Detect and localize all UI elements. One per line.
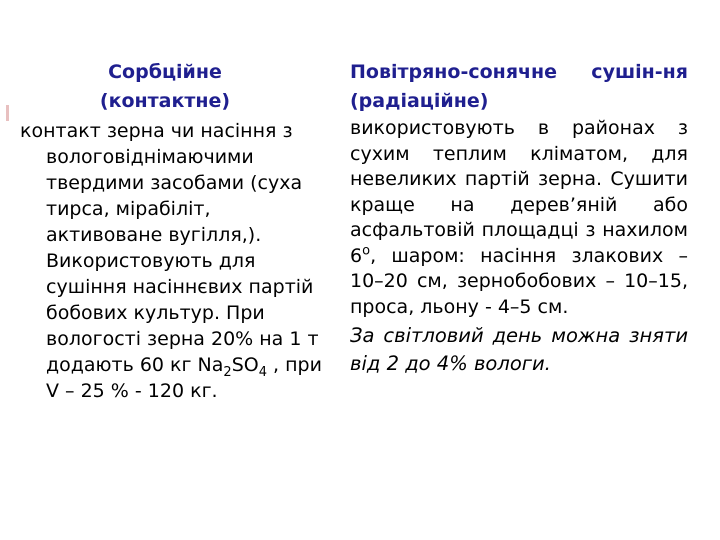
left-heading — [20, 58, 330, 116]
right-text-b: , шаром: насіння злакових – 10–20 см, зернобобових – 10–15, проса, льону - 4–5 см. — [350, 244, 688, 318]
subscript-4: 4 — [258, 364, 267, 380]
left-text-b: SO — [231, 354, 259, 376]
italic-note: За світловий день можна зняти від 2 до 4% вологи. — [350, 324, 688, 375]
right-column — [350, 58, 688, 378]
left-text-c: , при V – 25 % - 120 кг. — [46, 354, 322, 402]
left-column — [20, 58, 330, 404]
decorative-bar — [6, 105, 9, 121]
degree-superscript: о — [362, 243, 371, 259]
left-heading-line2: (контактне) — [99, 90, 231, 112]
right-heading: Повітряно-сонячне сушін-ня (радіаційне) — [350, 61, 688, 112]
right-body — [350, 116, 688, 320]
left-text-a: контакт зерна чи насіння з вологовіднімаючими твердими засобами (суха тирса, мірабіліт, активоване вугілля,). Використовують для сушіння насіннєвих партій бобових культур. При вологості зерна 20% на 1 т додають 60 кг Na — [20, 120, 319, 376]
left-body — [20, 118, 330, 404]
left-heading-line1: Сорбційне — [108, 61, 222, 83]
right-text-a: використовують в районах з сухим теплим кліматом, для невеликих партій зерна. Сушити краще на дерев’яній або асфальтовій площадці з нахилом 6 — [350, 117, 688, 267]
subscript-2: 2 — [223, 364, 232, 380]
